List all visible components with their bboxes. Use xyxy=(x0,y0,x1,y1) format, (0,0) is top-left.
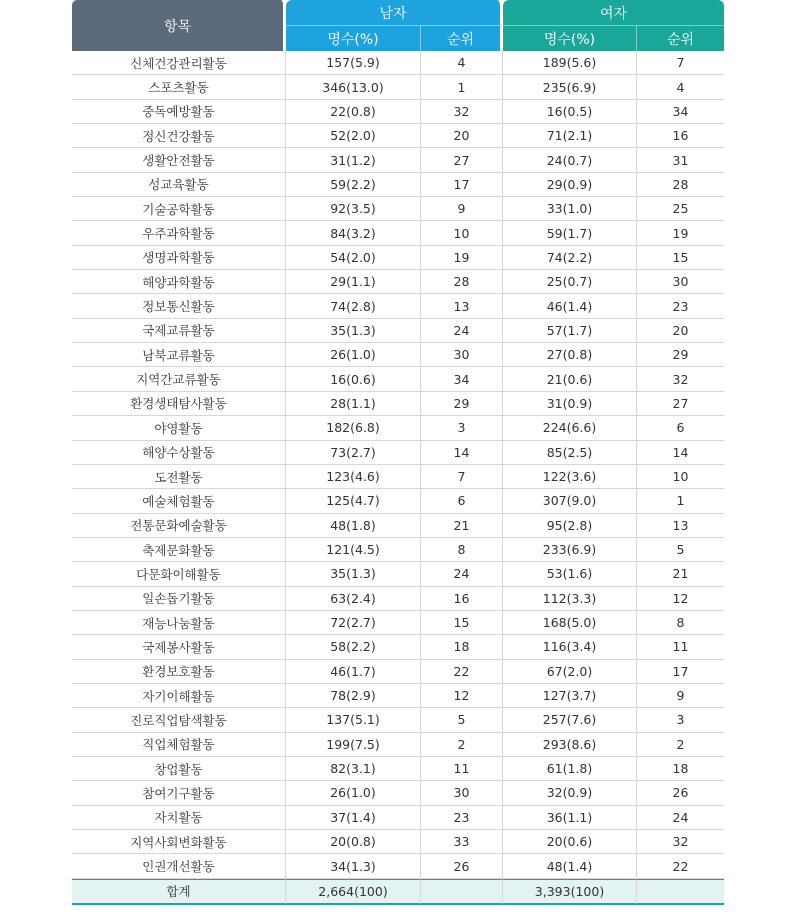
cell-item: 환경보호활동 xyxy=(72,660,286,684)
table-header xyxy=(72,0,724,51)
cell-female-count: 21(0.6) xyxy=(503,367,637,391)
table-row xyxy=(72,757,724,781)
cell-male-count: 199(7.5) xyxy=(286,733,421,757)
total-male-rank xyxy=(421,879,503,905)
cell-female-count: 71(2.1) xyxy=(503,124,637,148)
cell-male-rank: 3 xyxy=(421,416,503,440)
cell-item: 지역사회변화활동 xyxy=(72,830,286,854)
cell-item: 생활안전활동 xyxy=(72,148,286,172)
cell-female-count: 122(3.6) xyxy=(503,465,637,489)
cell-female-rank: 3 xyxy=(637,708,724,732)
cell-item: 예술체험활동 xyxy=(72,489,286,513)
total-male-count: 2,664(100) xyxy=(286,879,421,905)
cell-male-count: 63(2.4) xyxy=(286,587,421,611)
activity-by-gender-table xyxy=(72,0,724,905)
table-row xyxy=(72,489,724,513)
cell-male-rank: 22 xyxy=(421,660,503,684)
table-row xyxy=(72,854,724,878)
cell-female-rank: 16 xyxy=(637,124,724,148)
cell-female-count: 25(0.7) xyxy=(503,270,637,294)
total-row xyxy=(72,879,724,905)
cell-female-count: 95(2.8) xyxy=(503,514,637,538)
cell-female-count: 57(1.7) xyxy=(503,319,637,343)
table-row xyxy=(72,416,724,440)
cell-female-count: 189(5.6) xyxy=(503,51,637,75)
cell-male-rank: 19 xyxy=(421,246,503,270)
cell-male-rank: 28 xyxy=(421,270,503,294)
cell-female-count: 20(0.6) xyxy=(503,830,637,854)
table-row xyxy=(72,733,724,757)
cell-item: 해양과학활동 xyxy=(72,270,286,294)
cell-female-rank: 9 xyxy=(637,684,724,708)
cell-male-count: 346(13.0) xyxy=(286,75,421,99)
table-row xyxy=(72,246,724,270)
cell-female-count: 293(8.6) xyxy=(503,733,637,757)
cell-male-rank: 10 xyxy=(421,221,503,245)
cell-male-rank: 32 xyxy=(421,100,503,124)
cell-male-count: 84(3.2) xyxy=(286,221,421,245)
cell-male-count: 73(2.7) xyxy=(286,441,421,465)
table-row xyxy=(72,100,724,124)
cell-male-rank: 7 xyxy=(421,465,503,489)
cell-male-count: 123(4.6) xyxy=(286,465,421,489)
table-row xyxy=(72,148,724,172)
cell-female-count: 233(6.9) xyxy=(503,538,637,562)
cell-male-rank: 30 xyxy=(421,343,503,367)
cell-item: 성교육활동 xyxy=(72,173,286,197)
cell-male-count: 22(0.8) xyxy=(286,100,421,124)
cell-male-count: 54(2.0) xyxy=(286,246,421,270)
cell-female-rank: 32 xyxy=(637,367,724,391)
cell-male-count: 121(4.5) xyxy=(286,538,421,562)
table-row xyxy=(72,660,724,684)
cell-female-rank: 34 xyxy=(637,100,724,124)
table-row xyxy=(72,319,724,343)
cell-female-rank: 6 xyxy=(637,416,724,440)
table-row xyxy=(72,806,724,830)
table-row xyxy=(72,51,724,75)
cell-male-rank: 18 xyxy=(421,635,503,659)
cell-item: 자기이해활동 xyxy=(72,684,286,708)
cell-female-rank: 28 xyxy=(637,173,724,197)
cell-male-count: 182(6.8) xyxy=(286,416,421,440)
cell-male-rank: 15 xyxy=(421,611,503,635)
cell-male-count: 78(2.9) xyxy=(286,684,421,708)
cell-item: 중독예방활동 xyxy=(72,100,286,124)
cell-female-count: 74(2.2) xyxy=(503,246,637,270)
table-row xyxy=(72,465,724,489)
cell-male-rank: 26 xyxy=(421,854,503,878)
cell-female-count: 32(0.9) xyxy=(503,781,637,805)
table-row xyxy=(72,538,724,562)
cell-male-count: 20(0.8) xyxy=(286,830,421,854)
cell-male-rank: 29 xyxy=(421,392,503,416)
cell-female-count: 33(1.0) xyxy=(503,197,637,221)
table-row xyxy=(72,514,724,538)
cell-female-count: 59(1.7) xyxy=(503,221,637,245)
table-row xyxy=(72,611,724,635)
cell-female-rank: 25 xyxy=(637,197,724,221)
cell-female-count: 67(2.0) xyxy=(503,660,637,684)
cell-item: 남북교류활동 xyxy=(72,343,286,367)
cell-female-count: 27(0.8) xyxy=(503,343,637,367)
cell-male-count: 48(1.8) xyxy=(286,514,421,538)
cell-male-rank: 24 xyxy=(421,562,503,586)
cell-male-rank: 20 xyxy=(421,124,503,148)
cell-item: 다문화이해활동 xyxy=(72,562,286,586)
cell-male-rank: 12 xyxy=(421,684,503,708)
cell-male-rank: 34 xyxy=(421,367,503,391)
cell-female-rank: 26 xyxy=(637,781,724,805)
cell-male-rank: 23 xyxy=(421,806,503,830)
table-body xyxy=(72,51,724,879)
cell-female-count: 85(2.5) xyxy=(503,441,637,465)
header-male-rank: 순위 xyxy=(421,25,503,51)
cell-female-rank: 21 xyxy=(637,562,724,586)
cell-female-rank: 20 xyxy=(637,319,724,343)
cell-item: 야영활동 xyxy=(72,416,286,440)
cell-male-count: 26(1.0) xyxy=(286,781,421,805)
cell-male-count: 157(5.9) xyxy=(286,51,421,75)
cell-female-count: 112(3.3) xyxy=(503,587,637,611)
cell-item: 진로직업탐색활동 xyxy=(72,708,286,732)
cell-female-rank: 27 xyxy=(637,392,724,416)
table-row xyxy=(72,392,724,416)
cell-item: 국제봉사활동 xyxy=(72,635,286,659)
cell-item: 일손돕기활동 xyxy=(72,587,286,611)
cell-item: 정신건강활동 xyxy=(72,124,286,148)
table-row xyxy=(72,830,724,854)
cell-male-count: 28(1.1) xyxy=(286,392,421,416)
cell-item: 환경생태탐사활동 xyxy=(72,392,286,416)
cell-male-count: 26(1.0) xyxy=(286,343,421,367)
cell-female-count: 29(0.9) xyxy=(503,173,637,197)
cell-male-count: 52(2.0) xyxy=(286,124,421,148)
cell-female-rank: 15 xyxy=(637,246,724,270)
cell-female-count: 61(1.8) xyxy=(503,757,637,781)
cell-item: 자치활동 xyxy=(72,806,286,830)
cell-female-rank: 4 xyxy=(637,75,724,99)
cell-male-count: 35(1.3) xyxy=(286,562,421,586)
table-row xyxy=(72,562,724,586)
cell-female-rank: 2 xyxy=(637,733,724,757)
cell-female-rank: 19 xyxy=(637,221,724,245)
cell-male-rank: 1 xyxy=(421,75,503,99)
cell-male-count: 58(2.2) xyxy=(286,635,421,659)
cell-female-rank: 23 xyxy=(637,294,724,318)
table-row xyxy=(72,197,724,221)
cell-item: 도전활동 xyxy=(72,465,286,489)
table-row xyxy=(72,173,724,197)
cell-female-count: 224(6.6) xyxy=(503,416,637,440)
cell-male-rank: 13 xyxy=(421,294,503,318)
cell-female-count: 53(1.6) xyxy=(503,562,637,586)
cell-female-count: 127(3.7) xyxy=(503,684,637,708)
cell-male-rank: 6 xyxy=(421,489,503,513)
total-female-rank xyxy=(637,879,724,905)
cell-female-count: 16(0.5) xyxy=(503,100,637,124)
cell-male-rank: 11 xyxy=(421,757,503,781)
cell-female-count: 36(1.1) xyxy=(503,806,637,830)
cell-female-rank: 24 xyxy=(637,806,724,830)
cell-female-rank: 5 xyxy=(637,538,724,562)
cell-female-count: 257(7.6) xyxy=(503,708,637,732)
cell-item: 해양수상활동 xyxy=(72,441,286,465)
cell-item: 참여기구활동 xyxy=(72,781,286,805)
cell-male-count: 72(2.7) xyxy=(286,611,421,635)
cell-female-rank: 12 xyxy=(637,587,724,611)
table-row xyxy=(72,221,724,245)
cell-male-rank: 5 xyxy=(421,708,503,732)
table-row xyxy=(72,343,724,367)
cell-male-count: 35(1.3) xyxy=(286,319,421,343)
cell-item: 스포츠활동 xyxy=(72,75,286,99)
cell-male-rank: 27 xyxy=(421,148,503,172)
cell-male-rank: 16 xyxy=(421,587,503,611)
header-male: 남자 xyxy=(286,0,503,25)
header-male-count: 명수(%) xyxy=(286,25,421,51)
cell-item: 인권개선활동 xyxy=(72,854,286,878)
cell-female-rank: 7 xyxy=(637,51,724,75)
table-row xyxy=(72,270,724,294)
table-row xyxy=(72,684,724,708)
cell-item: 생명과학활동 xyxy=(72,246,286,270)
cell-item: 전통문화예술활동 xyxy=(72,514,286,538)
cell-male-rank: 30 xyxy=(421,781,503,805)
cell-item: 신체건강관리활동 xyxy=(72,51,286,75)
table-row xyxy=(72,781,724,805)
cell-male-count: 16(0.6) xyxy=(286,367,421,391)
cell-female-count: 116(3.4) xyxy=(503,635,637,659)
cell-female-count: 24(0.7) xyxy=(503,148,637,172)
table-row xyxy=(72,75,724,99)
cell-male-rank: 2 xyxy=(421,733,503,757)
cell-male-rank: 17 xyxy=(421,173,503,197)
cell-male-count: 31(1.2) xyxy=(286,148,421,172)
table-row xyxy=(72,367,724,391)
cell-female-count: 168(5.0) xyxy=(503,611,637,635)
cell-female-rank: 10 xyxy=(637,465,724,489)
cell-item: 직업체험활동 xyxy=(72,733,286,757)
table-footer xyxy=(72,879,724,905)
cell-female-rank: 30 xyxy=(637,270,724,294)
header-female-count: 명수(%) xyxy=(503,25,637,51)
cell-male-count: 29(1.1) xyxy=(286,270,421,294)
cell-female-count: 48(1.4) xyxy=(503,854,637,878)
table-row xyxy=(72,635,724,659)
cell-female-rank: 14 xyxy=(637,441,724,465)
cell-female-rank: 17 xyxy=(637,660,724,684)
header-female: 여자 xyxy=(503,0,724,25)
cell-female-rank: 11 xyxy=(637,635,724,659)
cell-female-count: 307(9.0) xyxy=(503,489,637,513)
total-female-count: 3,393(100) xyxy=(503,879,637,905)
table-row xyxy=(72,708,724,732)
cell-male-rank: 24 xyxy=(421,319,503,343)
cell-female-rank: 13 xyxy=(637,514,724,538)
cell-female-rank: 32 xyxy=(637,830,724,854)
cell-male-count: 34(1.3) xyxy=(286,854,421,878)
cell-female-count: 46(1.4) xyxy=(503,294,637,318)
cell-male-rank: 9 xyxy=(421,197,503,221)
cell-female-count: 235(6.9) xyxy=(503,75,637,99)
cell-item: 창업활동 xyxy=(72,757,286,781)
cell-male-rank: 14 xyxy=(421,441,503,465)
cell-male-count: 59(2.2) xyxy=(286,173,421,197)
cell-female-rank: 31 xyxy=(637,148,724,172)
cell-male-count: 92(3.5) xyxy=(286,197,421,221)
cell-female-count: 31(0.9) xyxy=(503,392,637,416)
cell-male-rank: 33 xyxy=(421,830,503,854)
table-row xyxy=(72,441,724,465)
cell-female-rank: 29 xyxy=(637,343,724,367)
table-row xyxy=(72,294,724,318)
cell-male-rank: 21 xyxy=(421,514,503,538)
cell-male-count: 74(2.8) xyxy=(286,294,421,318)
cell-male-count: 125(4.7) xyxy=(286,489,421,513)
table-row xyxy=(72,587,724,611)
cell-male-count: 137(5.1) xyxy=(286,708,421,732)
cell-item: 기술공학활동 xyxy=(72,197,286,221)
header-item: 항목 xyxy=(72,0,286,51)
cell-female-rank: 18 xyxy=(637,757,724,781)
cell-item: 정보통신활동 xyxy=(72,294,286,318)
cell-male-count: 46(1.7) xyxy=(286,660,421,684)
cell-female-rank: 1 xyxy=(637,489,724,513)
cell-item: 국제교류활동 xyxy=(72,319,286,343)
cell-item: 우주과학활동 xyxy=(72,221,286,245)
cell-item: 축제문화활동 xyxy=(72,538,286,562)
cell-male-count: 82(3.1) xyxy=(286,757,421,781)
cell-female-rank: 8 xyxy=(637,611,724,635)
cell-female-rank: 22 xyxy=(637,854,724,878)
total-item: 합계 xyxy=(72,879,286,905)
table-row xyxy=(72,124,724,148)
cell-male-rank: 4 xyxy=(421,51,503,75)
cell-male-rank: 8 xyxy=(421,538,503,562)
header-row-top xyxy=(72,0,724,25)
cell-item: 지역간교류활동 xyxy=(72,367,286,391)
header-female-rank: 순위 xyxy=(637,25,724,51)
cell-item: 재능나눔활동 xyxy=(72,611,286,635)
activity-table-container xyxy=(72,0,724,905)
cell-male-count: 37(1.4) xyxy=(286,806,421,830)
